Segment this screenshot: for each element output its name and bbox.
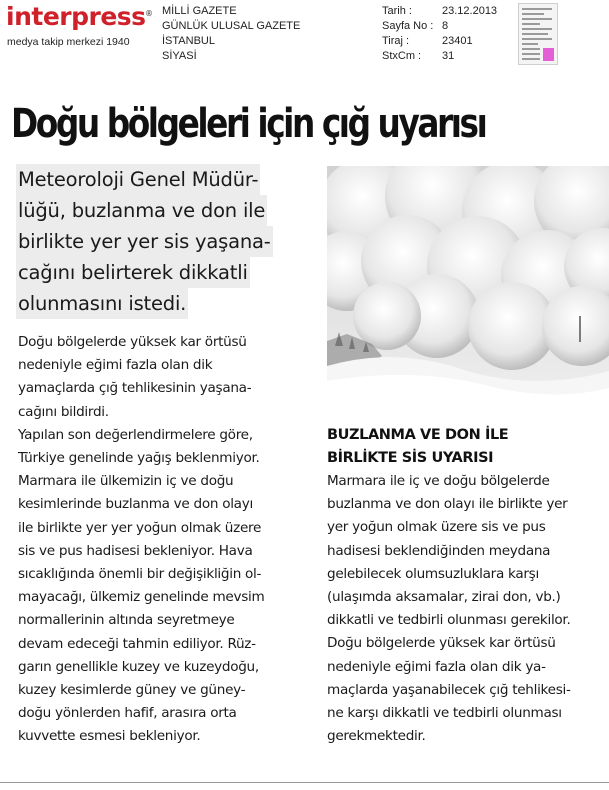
- side-column-body: [327, 470, 609, 748]
- body-line: devam edeceği tahmin ediliyor. Rüz-: [18, 635, 256, 652]
- interpress-logo: [6, 2, 156, 52]
- meta-label: Tarih :: [382, 5, 412, 17]
- body-line: sis ve pus hadisesi bekleniyor. Hava: [18, 542, 253, 559]
- meta-value: 8: [442, 20, 449, 32]
- lead-line: Meteoroloji Genel Müdür-: [16, 164, 260, 195]
- meta-label: StxCm :: [382, 50, 422, 62]
- body-line: garın genellikle kuzey ve kuzeydoğu,: [18, 658, 259, 675]
- publication-name: MİLLİ GAZETE: [162, 5, 237, 17]
- side-line: hadisesi beklendiğinden meydana: [327, 542, 551, 559]
- body-line: Doğu bölgelerde yüksek kar örtüsü: [18, 334, 247, 350]
- body-line: yamaçlarda çığ tehlikesinin yaşana-: [18, 380, 252, 397]
- body-line: mayacağı, ülkemiz genelinde mevsim: [18, 589, 265, 606]
- lead-line: lüğü, buzlanma ve don ile: [16, 195, 267, 226]
- body-line: Yapılan son değerlendirmelere göre,: [18, 426, 253, 443]
- article-body: [18, 331, 303, 749]
- body-line: doğu yönlerden hafif, arasıra orta: [18, 705, 237, 722]
- avalanche-image: [327, 166, 609, 401]
- avalanche-photo: [327, 166, 609, 401]
- side-line: Doğu bölgelerde yüksek kar örtüsü: [327, 635, 556, 652]
- lead-line: birlikte yer yer sis yaşana-: [16, 226, 273, 257]
- side-line: dikkatli ve tedbirli olunması gerekilor.: [327, 612, 571, 629]
- bottom-divider: [0, 782, 609, 783]
- body-line: Marmara ile ülkemizin iç ve doğu: [18, 473, 234, 490]
- meta-value: 31: [442, 50, 455, 62]
- body-line: nedeniyle eğimi fazla olan dik: [18, 357, 213, 374]
- side-line: (ulaşımda aksamalar, zirai don, vb.): [327, 589, 561, 606]
- side-line: gelebilecek olumsuzluklara karşı: [327, 565, 539, 582]
- side-line: buzlanma ve don olayı ile birlikte yer: [327, 496, 568, 513]
- publication-city: İSTANBUL: [162, 35, 215, 47]
- subheading-line: BİRLİKTE SİS UYARISI: [327, 450, 494, 466]
- side-line: maçlarda yaşanabilecek çığ tehlikesi-: [327, 681, 571, 698]
- logo-tagline: medya takip merkezi 1940: [7, 36, 130, 48]
- body-line: Türkiye genelinde yağış beklenmiyor.: [18, 450, 260, 467]
- publication-info: [162, 4, 300, 64]
- meta-value: 23.12.2013: [442, 5, 498, 17]
- meta-label: Tiraj :: [382, 35, 410, 47]
- body-line: kesimlerinde buzlanma ve don olayı: [18, 496, 253, 513]
- side-line: yer yoğun olmak üzere sis ve pus: [327, 519, 546, 536]
- registered-mark: ®: [145, 9, 153, 18]
- side-line: nedeniyle eğimi fazla olan dik ya-: [327, 658, 546, 675]
- body-line: kuzey kesimlerde güney ve güney-: [18, 682, 246, 699]
- side-line: gerekmektedir.: [327, 728, 426, 745]
- clipping-location-marker: [543, 48, 554, 61]
- meta-value: 23401: [442, 35, 473, 47]
- lead-line: olunmasını istedi.: [16, 288, 188, 319]
- body-line: ile birlikte yer yer yoğun olmak üzere: [18, 519, 262, 536]
- publication-section: SİYASİ: [162, 50, 197, 62]
- logo-wordmark: interpress: [6, 2, 146, 31]
- page-thumbnail: [518, 3, 558, 65]
- side-line: ne karşı dikkatli ve tedbirli olunması: [327, 705, 562, 722]
- article-headline: Doğu bölgeleri için çığ uyarısı: [11, 101, 486, 147]
- lead-line: cağını belirterek dikkatli: [16, 257, 250, 288]
- body-line: kuvvette esmesi bekleniyor.: [18, 728, 201, 745]
- publication-type: GÜNLÜK ULUSAL GAZETE: [162, 20, 301, 32]
- subheading-line: BUZLANMA VE DON İLE: [327, 427, 509, 443]
- clipping-header: [0, 0, 609, 70]
- meta-label: Sayfa No :: [382, 20, 434, 32]
- body-line: normallerinin altında seyretmeye: [18, 612, 235, 629]
- section-subheading: [327, 424, 597, 470]
- body-line: sıcaklığında önemli bir değişikliğin ol-: [18, 566, 262, 583]
- body-line: cağını bildirdi.: [18, 403, 109, 420]
- article-lead: [16, 164, 316, 319]
- side-line: Marmara ile iç ve doğu bölgelerde: [327, 473, 550, 489]
